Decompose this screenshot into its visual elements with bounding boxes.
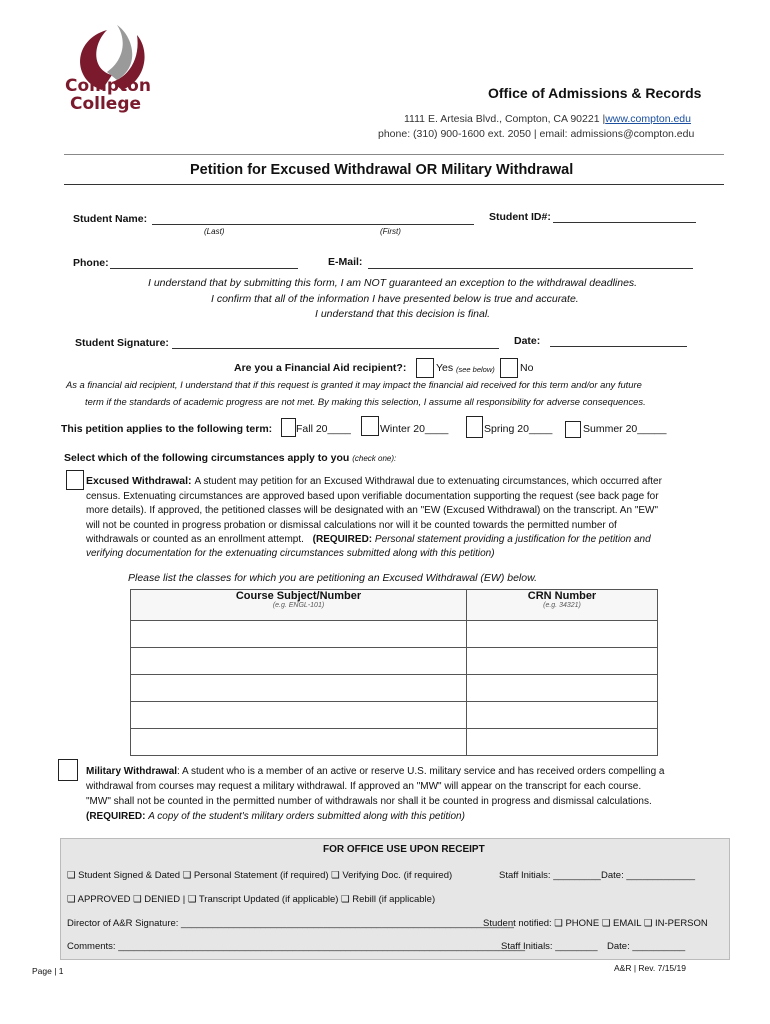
term-summer-label: Summer 20_____ bbox=[583, 423, 667, 435]
military-required-label: (REQUIRED: bbox=[86, 811, 146, 822]
signature-date-label: Date: bbox=[514, 335, 541, 347]
military-text-2: withdrawal from courses may request a military withdrawal. If approved an "MW" will appear on the transcript for each course. bbox=[86, 781, 642, 792]
course-cell[interactable] bbox=[131, 702, 467, 729]
financial-aid-note-1: As a financial aid recipient, I understand that if this request is granted it may impact the financial aid received for this term and/or any future bbox=[66, 379, 642, 390]
signature-date-field[interactable] bbox=[550, 334, 687, 347]
office-checklist-row2: ❑ APPROVED ❑ DENIED | ❑ Transcript Updated (if applicable) ❑ Rebill (if applicable) bbox=[67, 894, 436, 905]
acknowledgement-2: I confirm that all of the information I have presented below is true and accurate. bbox=[211, 293, 579, 305]
first-hint: (First) bbox=[380, 227, 401, 236]
term-fall-label: Fall 20____ bbox=[296, 423, 351, 435]
military-line-1 bbox=[86, 766, 665, 777]
excused-text-4: will not be counted in progress probation or dismissal calculations nor will it be counted towards the permitted number of bbox=[86, 520, 617, 531]
crn-cell[interactable] bbox=[467, 729, 658, 756]
table-row bbox=[131, 729, 658, 756]
excused-withdrawal-checkbox[interactable] bbox=[66, 470, 84, 490]
classes-table bbox=[130, 589, 658, 756]
email-field[interactable] bbox=[368, 256, 693, 269]
financial-aid-yes-label: Yes bbox=[436, 362, 454, 374]
excused-text-3: more details). If approved, the petitioned classes will be designated with an "EW (Excused Withdrawal) on the transcript. An "EW" bbox=[86, 505, 659, 516]
course-subject-header bbox=[131, 590, 467, 621]
crn-label: CRN Number bbox=[527, 590, 597, 602]
term-summer-checkbox[interactable] bbox=[565, 421, 581, 438]
address-line bbox=[404, 113, 691, 125]
crn-cell[interactable] bbox=[467, 621, 658, 648]
contact-line: phone: (310) 900-1600 ext. 2050 | email: admissions@compton.edu bbox=[378, 128, 695, 140]
circumstances-hint: (check one): bbox=[352, 454, 397, 463]
office-title: Office of Admissions & Records bbox=[488, 85, 702, 101]
course-subject-label: Course Subject/Number bbox=[235, 590, 362, 602]
page-title: Petition for Excused Withdrawal OR Military Withdrawal bbox=[190, 162, 574, 178]
acknowledgement-3: I understand that this decision is final. bbox=[315, 308, 491, 320]
term-winter-label: Winter 20____ bbox=[380, 423, 449, 435]
crn-cell[interactable] bbox=[467, 675, 658, 702]
table-row bbox=[131, 702, 658, 729]
circumstances-text: Select which of the following circumstances apply to you bbox=[64, 452, 350, 464]
logo-text-compton: Compton bbox=[65, 76, 151, 96]
course-cell[interactable] bbox=[131, 621, 467, 648]
student-name-field[interactable] bbox=[152, 212, 474, 225]
term-fall-checkbox[interactable] bbox=[281, 418, 296, 437]
logo-text-college: College bbox=[70, 94, 142, 114]
financial-aid-no-checkbox[interactable] bbox=[500, 358, 518, 378]
excused-text-5: withdrawals or counted as an enrollment attempt. bbox=[86, 534, 304, 545]
military-required-text: A copy of the student's military orders submitted along with this petition) bbox=[148, 811, 465, 822]
classes-prompt: Please list the classes for which you are petitioning an Excused Withdrawal (EW) below. bbox=[128, 572, 538, 584]
excused-line-5 bbox=[86, 534, 651, 545]
table-row bbox=[131, 675, 658, 702]
office-date-2: Date: __________ bbox=[607, 941, 686, 952]
term-label: This petition applies to the following term: bbox=[61, 423, 273, 435]
course-subject-hint: (e.g. ENGL-101) bbox=[272, 602, 325, 609]
acknowledgement-1: I understand that by submitting this form, I am NOT guaranteed an exception to the withdrawal deadlines. bbox=[148, 277, 638, 289]
course-cell[interactable] bbox=[131, 729, 467, 756]
table-row bbox=[131, 648, 658, 675]
office-checklist-row1: ❑ Student Signed & Dated ❑ Personal Statement (if required) ❑ Verifying Doc. (if required) bbox=[67, 870, 453, 881]
excused-text-1: A student may petition for an Excused Withdrawal due to extenuating circumstances, which occurred after bbox=[194, 476, 662, 487]
course-cell[interactable] bbox=[131, 648, 467, 675]
circumstances-label bbox=[64, 452, 396, 464]
excused-required-label: (REQUIRED: bbox=[312, 534, 373, 545]
term-spring-checkbox[interactable] bbox=[466, 416, 483, 438]
header-divider bbox=[64, 154, 724, 155]
email-label: E-Mail: bbox=[328, 256, 363, 268]
office-use-title: FOR OFFICE USE UPON RECEIPT bbox=[323, 844, 485, 855]
office-staff-initials: Staff Initials: _________ bbox=[499, 870, 601, 881]
crn-cell[interactable] bbox=[467, 702, 658, 729]
crn-header bbox=[467, 590, 658, 621]
military-withdrawal-checkbox[interactable] bbox=[58, 759, 78, 781]
phone-field[interactable] bbox=[110, 256, 298, 269]
website-link[interactable]: www.compton.edu bbox=[605, 113, 691, 125]
financial-aid-no-label: No bbox=[520, 362, 534, 374]
term-spring-label: Spring 20____ bbox=[484, 423, 553, 435]
excused-heading: Excused Withdrawal: bbox=[86, 475, 192, 487]
revision-label: A&R | Rev. 7/15/19 bbox=[614, 963, 686, 973]
office-date: Date: _____________ bbox=[601, 870, 696, 881]
student-name-label: Student Name: bbox=[73, 213, 148, 225]
signature-field[interactable] bbox=[172, 336, 499, 349]
crn-hint: (e.g. 34321) bbox=[543, 602, 581, 609]
term-winter-checkbox[interactable] bbox=[361, 416, 379, 436]
table-row bbox=[131, 621, 658, 648]
student-id-field[interactable] bbox=[553, 210, 696, 223]
financial-aid-question: Are you a Financial Aid recipient?: bbox=[234, 362, 407, 374]
address-text: 1111 E. Artesia Blvd., Compton, CA 90221 | bbox=[404, 113, 606, 125]
office-student-notified: Student notified: ❑ PHONE ❑ EMAIL ❑ IN-PERSON bbox=[483, 918, 708, 929]
phone-label: Phone: bbox=[73, 257, 109, 269]
title-divider bbox=[64, 184, 724, 185]
page-number: Page | 1 bbox=[32, 966, 64, 976]
military-heading: Military Withdrawal bbox=[86, 766, 178, 777]
excused-text-2: census. Extenuating circumstances are approved based upon verifiable documentation supporting the request (see back page for bbox=[86, 491, 659, 502]
military-line-4 bbox=[86, 811, 465, 822]
crn-cell[interactable] bbox=[467, 648, 658, 675]
financial-aid-yes-checkbox[interactable] bbox=[416, 358, 434, 378]
classes-table-header bbox=[131, 590, 658, 621]
office-director-signature: Director of A&R Signature: _______________________________________________________________ bbox=[67, 918, 514, 929]
excused-line-1 bbox=[86, 475, 706, 487]
military-text-1: : A student who is a member of an active or reserve U.S. military service and has received orders compelling a bbox=[177, 766, 665, 777]
course-cell[interactable] bbox=[131, 675, 467, 702]
last-hint: (Last) bbox=[204, 227, 225, 236]
office-staff-initials-2: Staff Initials: ________ bbox=[501, 941, 598, 952]
office-comments: Comments: _____________________________________________________________________________ bbox=[67, 941, 526, 952]
student-id-label: Student ID#: bbox=[489, 211, 551, 223]
excused-required-text-2: verifying documentation for the extenuating circumstances submitted along with this petition) bbox=[86, 548, 495, 559]
office-use-panel bbox=[60, 838, 730, 960]
financial-aid-yes-hint: (see below) bbox=[456, 365, 495, 374]
military-text-3: "MW" shall not be counted in the permitted number of withdrawals nor shall it be counted in progress and dismissal calculations. bbox=[86, 796, 652, 807]
financial-aid-note-2: term if the standards of academic progress are not met. By making this selection, I assume all responsibility for adverse consequences. bbox=[85, 396, 646, 407]
signature-label: Student Signature: bbox=[75, 337, 169, 349]
excused-required-text-1: Personal statement providing a justification for the petition and bbox=[374, 534, 651, 545]
